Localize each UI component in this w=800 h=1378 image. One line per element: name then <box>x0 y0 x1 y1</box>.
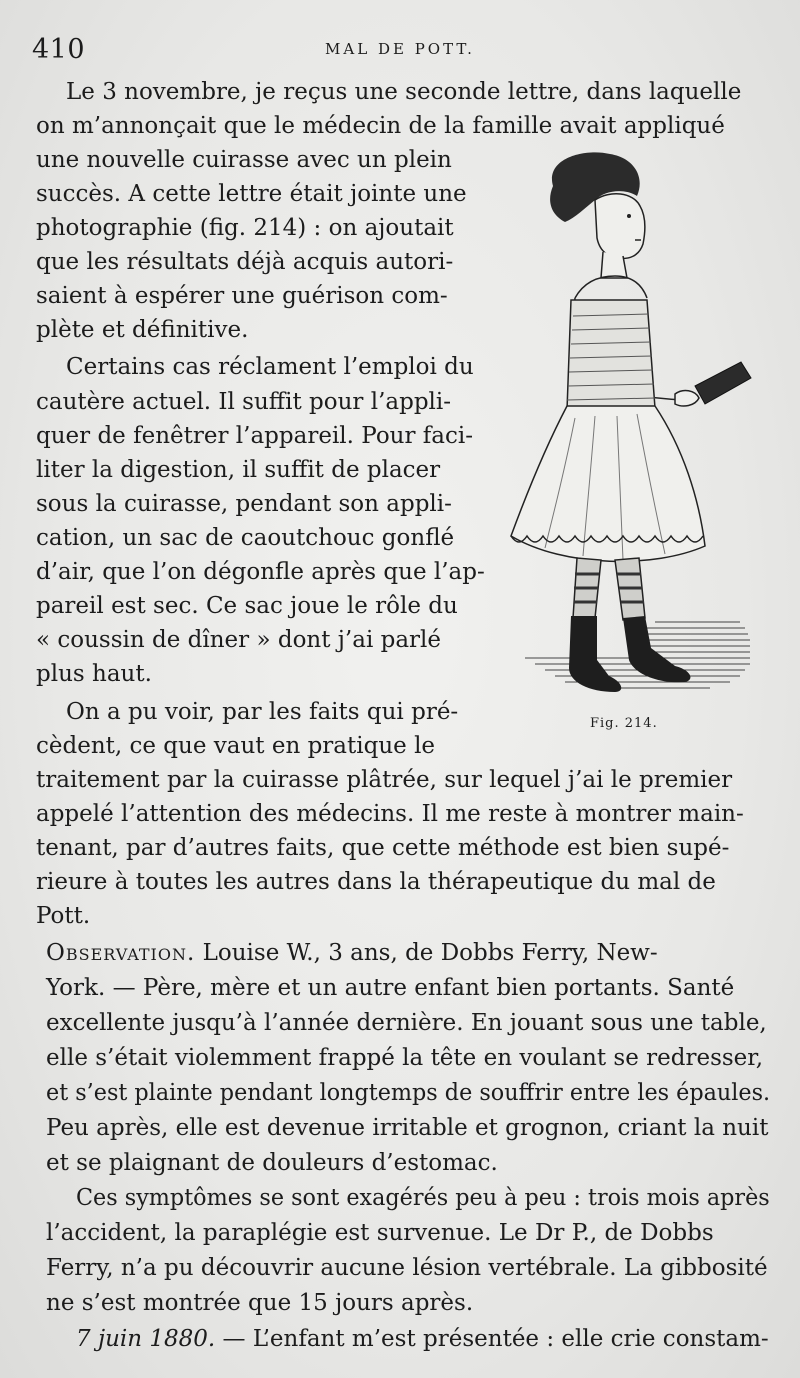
text-line: appelé l’attention des médecins. Il me reste à montrer main- <box>36 801 744 827</box>
text-line: ne s’est montrée que 15 jours après. <box>46 1290 474 1316</box>
text-line: elle s’était violemment frappé la tête en voulant se redresser, <box>46 1045 764 1071</box>
running-title: MAL DE POTT. <box>325 40 475 58</box>
text-line: « coussin de dîner » dont j’ai parlé <box>36 627 442 653</box>
text-line: rieure à toutes les autres dans la thérapeutique du mal de <box>36 869 716 895</box>
observation-line <box>46 937 658 969</box>
text-line: Certains cas réclament l’emploi du <box>66 354 474 380</box>
text-line: quer de fenêtrer l’appareil. Pour faci- <box>36 423 474 449</box>
text-line: plète et définitive. <box>36 317 249 343</box>
text-line: l’accident, la paraplégie est survenue. Le Dr P., de Dobbs <box>46 1220 714 1246</box>
text-line: pareil est sec. Ce sac joue le rôle du <box>36 593 458 619</box>
text-line: Louise W., 3 ans, de Dobbs Ferry, New- <box>202 940 658 966</box>
figure-caption: Fig. 214. <box>590 716 658 731</box>
text-line: York. — Père, mère et un autre enfant bien portants. Santé <box>46 975 735 1001</box>
text-line: cation, un sac de caoutchouc gonflé <box>36 525 455 551</box>
date-label: 7 juin 1880. <box>76 1326 216 1352</box>
text-line: succès. A cette lettre était jointe une <box>36 181 467 207</box>
girl-engraving <box>505 148 760 708</box>
text-line: On a pu voir, par les faits qui pré- <box>66 699 459 725</box>
text-line: Pott. <box>36 903 91 929</box>
figure-214-illustration <box>505 148 760 708</box>
observation-label: Observation. <box>46 940 196 966</box>
text-line: traitement par la cuirasse plâtrée, sur lequel j’ai le premier <box>36 767 733 793</box>
text-line: Le 3 novembre, je reçus une seconde lettre, dans laquelle <box>66 79 742 105</box>
text-line: et se plaignant de douleurs d’estomac. <box>46 1150 498 1176</box>
text-line: liter la digestion, il suffit de placer <box>36 457 441 483</box>
text-line: d’air, que l’on dégonfle après que l’ap- <box>36 559 485 585</box>
text-line: tenant, par d’autres faits, que cette méthode est bien supé- <box>36 835 730 861</box>
text-line: plus haut. <box>36 661 152 687</box>
text-line: cautère actuel. Il suffit pour l’appli- <box>36 389 452 415</box>
text-line: excellente jusqu’à l’année dernière. En jouant sous une table, <box>46 1010 767 1036</box>
text-line: — L’enfant m’est présentée : elle crie constam- <box>222 1326 769 1352</box>
text-line: et s’est plainte pendant longtemps de souffrir entre les épaules. <box>46 1080 771 1106</box>
text-line: une nouvelle cuirasse avec un plein <box>36 147 452 173</box>
text-line: que les résultats déjà acquis autori- <box>36 249 454 275</box>
text-line: on m’annonçait que le médecin de la famille avait appliqué <box>36 113 725 139</box>
text-line: Ces symptômes se sont exagérés peu à peu : trois mois après <box>76 1185 770 1211</box>
text-line: Ferry, n’a pu découvrir aucune lésion vertébrale. La gibbosité <box>46 1255 768 1281</box>
text-line: Peu après, elle est devenue irritable et grognon, criant la nuit <box>46 1115 769 1141</box>
text-line: sous la cuirasse, pendant son appli- <box>36 491 452 517</box>
text-line: cèdent, ce que vaut en pratique le <box>36 733 436 759</box>
dated-line <box>76 1323 769 1355</box>
page-header <box>32 28 768 68</box>
text-line: photographie (fig. 214) : on ajoutait <box>36 215 454 241</box>
text-line: saient à espérer une guérison com- <box>36 283 448 309</box>
page-number: 410 <box>32 34 86 65</box>
